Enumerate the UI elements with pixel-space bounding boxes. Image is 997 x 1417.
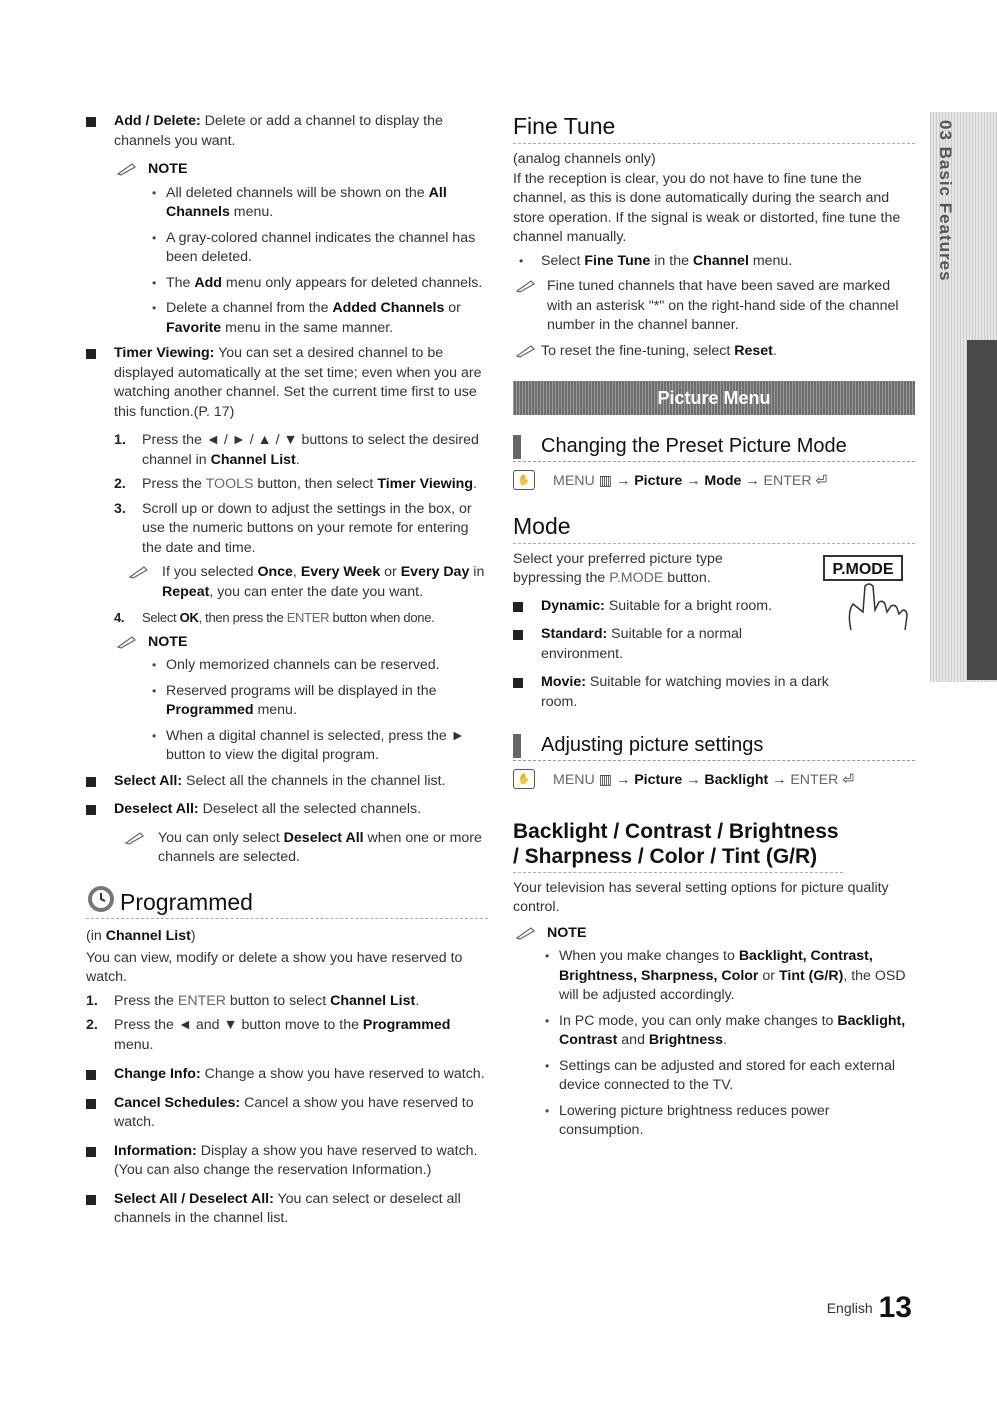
backlight-description: Your television has several setting options for picture quality control. <box>513 879 889 915</box>
step-note: If you selected Once, Every Week or Every Day in Repeat, you can enter the date you want. <box>140 563 488 602</box>
note-pen-icon <box>128 565 150 579</box>
note-heading: NOTE <box>114 160 488 180</box>
preset-menu-path: ✋ MENU ▥ → Picture → Mode → ENTER ⏎ <box>513 472 915 492</box>
page-number: 13 <box>878 1291 912 1324</box>
note-item: • The Add menu only appears for deleted channels. <box>146 274 488 294</box>
programmed-item: Information: Display a show you have reserved to watch. (You can also change the reservation Information.) <box>86 1142 488 1181</box>
note-item: • A gray-colored channel indicates the channel has been deleted. <box>146 229 488 268</box>
adjust-menu-path: ✋ MENU ▥ → Picture → Backlight → ENTER ⏎ <box>513 771 915 791</box>
step: 2. Press the TOOLS button, then select Timer Viewing. <box>114 476 477 492</box>
programmed-context: (in Channel List) <box>86 928 196 944</box>
note-item: • When a digital channel is selected, press the ► button to view the digital program. <box>146 727 488 766</box>
step: 3. Scroll up or down to adjust the settings in the box, or use the numeric buttons on your remote for entering the date and time. <box>114 500 472 556</box>
step: 1. Press the ◄ / ► / ▲ / ▼ buttons to select the desired channel in Channel List. <box>114 432 479 468</box>
clock-icon <box>86 884 116 914</box>
programmed-item: Change Info: Change a show you have reserved to watch. <box>86 1065 488 1085</box>
chapter-tab-label: 03 Basic Features <box>936 120 955 282</box>
note-item: • All deleted channels will be shown on the All Channels menu. <box>146 184 488 223</box>
page-footer <box>826 1291 912 1324</box>
note-pen-icon <box>124 831 146 845</box>
note-pen-icon <box>116 635 138 649</box>
mode-item: Standard: Suitable for a normal environment. <box>513 625 781 664</box>
footer-language: English <box>826 1300 873 1316</box>
deselect-all-item: Deselect All: Deselect all the selected channels. <box>86 800 488 820</box>
note-pen-icon <box>116 162 138 176</box>
programmed-heading: Programmed <box>86 888 488 920</box>
mode-heading: Mode <box>513 512 915 544</box>
right-column <box>513 112 915 1147</box>
fine-tune-description: If the reception is clear, you do not have to fine tune the channel, as this is done automatically during the search and store operation. If the signal is weak or distorted, fine tune the channel manually. <box>513 170 901 245</box>
mode-description: Select your preferred picture type bypressing the P.MODE button. <box>513 550 723 586</box>
note-pen-icon <box>515 279 537 293</box>
deselect-note: You can only select Deselect All when one or more channels are selected. <box>136 829 488 868</box>
fine-tune-analog: (analog channels only) <box>513 151 656 167</box>
note-heading: NOTE <box>114 633 488 653</box>
left-column <box>86 112 488 1238</box>
step: 4. Select OK, then press the ENTER button when done. <box>114 610 435 625</box>
fine-tune-bullet: • Select Fine Tune in the Channel menu. <box>513 252 915 272</box>
note-item: • In PC mode, you can only make changes to Backlight, Contrast and Brightness. <box>539 1012 915 1051</box>
picture-menu-banner: Picture Menu <box>513 381 915 415</box>
add-delete-item: Add / Delete: Delete or add a channel to display the channels you want. <box>86 112 488 151</box>
note-item: • Settings can be adjusted and stored for each external device connected to the TV. <box>539 1057 915 1096</box>
mode-block <box>513 550 915 713</box>
programmed-item: Select All / Deselect All: You can select or deselect all channels in the channel list. <box>86 1190 488 1229</box>
timer-viewing-item: Timer Viewing: You can set a desired channel to be displayed automatically at the set time; even when you are watching another channel. Set the current time first to use this function.(P. 17) <box>86 344 488 422</box>
select-all-item: Select All: Select all the channels in the channel list. <box>86 772 488 792</box>
step: 2. Press the ◄ and ▼ button move to the Programmed menu. <box>86 1017 451 1053</box>
pmode-button-illustration: P.MODE <box>823 555 903 581</box>
step: 1. Press the ENTER button to select Channel List. <box>86 992 420 1009</box>
fine-tune-note: Fine tuned channels that have been saved are marked with an asterisk "*" on the right-hand side of the channel number in the channel banner. <box>513 277 915 336</box>
note-heading: NOTE <box>513 924 915 944</box>
note-item: • Only memorized channels can be reserved. <box>146 656 488 676</box>
note-item: • Reserved programs will be displayed in the Programmed menu. <box>146 682 488 721</box>
note-item: • When you make changes to Backlight, Contrast, Brightness, Sharpness, Color or Tint (G/R), the OSD will be adjusted accordingly. <box>539 947 915 1006</box>
chapter-tab-marker <box>967 340 997 680</box>
backlight-heading: Backlight / Contrast / Brightness / Sharpness / Color / Tint (G/R) <box>513 819 843 873</box>
note-pen-icon <box>515 344 537 358</box>
menu-guide-icon: ✋ <box>513 470 535 490</box>
note-item: • Delete a channel from the Added Channels or Favorite menu in the same manner. <box>146 299 488 338</box>
mode-item: Movie: Suitable for watching movies in a dark room. <box>513 673 831 712</box>
programmed-item: Cancel Schedules: Cancel a show you have reserved to watch. <box>86 1094 488 1133</box>
fine-tune-heading: Fine Tune <box>513 112 915 144</box>
programmed-description: You can view, modify or delete a show you have reserved to watch. <box>86 949 463 985</box>
fine-tune-reset-note: To reset the fine-tuning, select Reset. <box>513 342 915 362</box>
mode-item: Dynamic: Suitable for a bright room. <box>513 597 915 617</box>
preset-mode-heading: Changing the Preset Picture Mode <box>513 433 915 462</box>
menu-guide-icon: ✋ <box>513 769 535 789</box>
note-pen-icon <box>515 926 537 940</box>
adjust-settings-heading: Adjusting picture settings <box>513 732 915 761</box>
note-item: • Lowering picture brightness reduces power consumption. <box>539 1102 915 1141</box>
